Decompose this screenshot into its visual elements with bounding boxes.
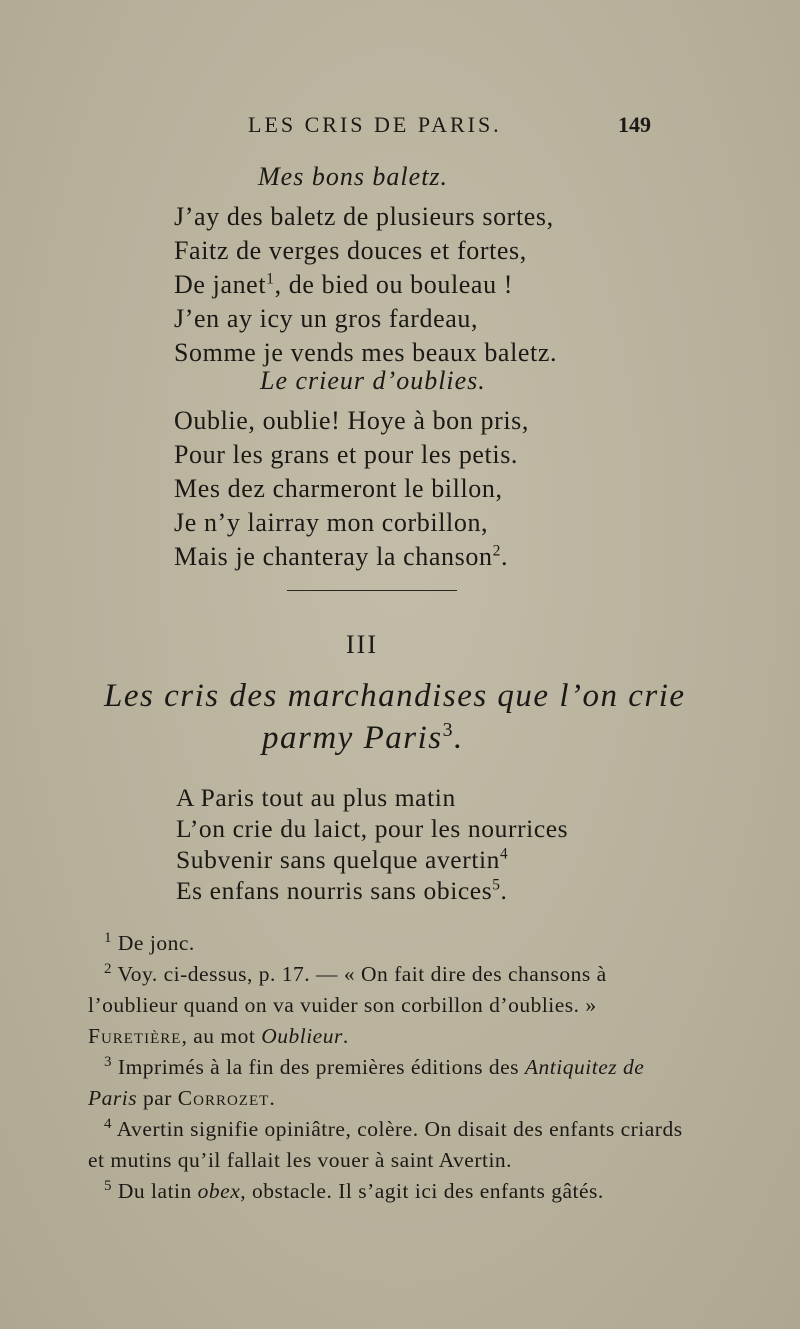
verse-line: Je n’y lairray mon corbillon, [174,508,489,537]
footnote-ref: 5 [492,876,501,894]
footnote-text: , au mot [181,1024,262,1048]
verse-text: Es enfans nourris sans obices [176,876,493,905]
poem-title-oublies: Le crieur d’oublies. [260,366,486,395]
section-title-line1: Les cris des marchandises que l’on crie [104,678,686,714]
poem-marchandises [176,782,568,906]
footnote-text: , obstacle. Il s’agit ici des enfants gâtés. [240,1179,604,1203]
poem-baletz [174,200,557,370]
verse-line: Oublie, oublie! Hoye à bon pris, [174,406,529,435]
verse-line [176,844,568,875]
footnote-ref: 1 [266,270,275,288]
footnote-author: Furetière [88,1024,182,1048]
footnote-ref: 4 [500,845,509,863]
footnote-text: . [269,1086,276,1110]
verse-line: Somme je vends mes beaux baletz. [174,338,558,367]
footnotes [88,928,688,1207]
running-head [0,112,800,142]
footnote-ref: 3 [442,719,454,741]
footnote-word: Oublieur [261,1024,343,1048]
verse-line: Faitz de verges douces et fortes, [174,236,527,265]
section-title-text: . [453,720,464,756]
running-title: LES CRIS DE PARIS. [248,112,502,137]
footnote-work: Antiquitez de Paris [88,1055,645,1110]
section-title-line2 [262,720,464,757]
footnote-word: obex [197,1179,241,1203]
footnote-mark: 3 [104,1053,113,1070]
verse-text: Subvenir sans quelque avertin [176,845,501,874]
section-title-text: parmy Paris [262,720,443,756]
footnote-text: . [342,1024,349,1048]
footnote-5 [88,1176,688,1207]
footnote-text: par [137,1086,178,1110]
verse-text: , de bied ou bouleau ! [274,270,514,299]
page-number: 149 [618,112,651,137]
footnote-ref: 2 [492,542,501,560]
footnote-mark: 2 [104,960,113,977]
footnote-mark: 4 [104,1115,113,1132]
footnote-2 [88,959,688,1052]
verse-line: A Paris tout au plus matin [176,783,456,812]
verse-text: . [500,876,508,905]
poem-title-baletz: Mes bons baletz. [258,162,449,191]
footnote-text: De jonc. [112,931,195,955]
footnote-3 [88,1052,688,1114]
verse-line [174,540,529,574]
footnote-text: Imprimés à la fin des premières éditions des [112,1055,525,1079]
footnote-author: Corrozet [177,1086,270,1110]
footnote-4 [88,1114,688,1176]
footnote-text: Avertin signifie opiniâtre, colère. On disait des enfants criards et mutins qu’il fallait les vouer à saint Avertin. [88,1117,683,1172]
footnote-mark: 1 [104,929,113,946]
footnote-text: Du latin [112,1179,198,1203]
verse-text: De janet [174,270,267,299]
footnote-1 [88,928,688,959]
verse-line: Pour les grans et pour les petis. [174,440,519,469]
verse-line [176,875,568,906]
verse-text: . [500,542,509,571]
verse-line: L’on crie du laict, pour les nourrices [176,814,569,843]
verse-line: J’en ay icy un gros fardeau, [174,304,479,333]
footnote-mark: 5 [104,1177,113,1194]
poem-oublies [174,404,529,574]
footnote-text: Voy. ci-dessus, p. 17. — « On fait dire des chansons à l’oublieur quand on va vuider son corbillon d’oublies. » [88,962,607,1017]
verse-text: Mais je chanteray la chanson [174,542,493,571]
section-numeral: III [346,630,378,659]
verse-line [174,268,557,302]
verse-line: J’ay des baletz de plusieurs sortes, [174,202,554,231]
verse-line: Mes dez charmeront le billon, [174,474,503,503]
section-divider [287,590,457,591]
